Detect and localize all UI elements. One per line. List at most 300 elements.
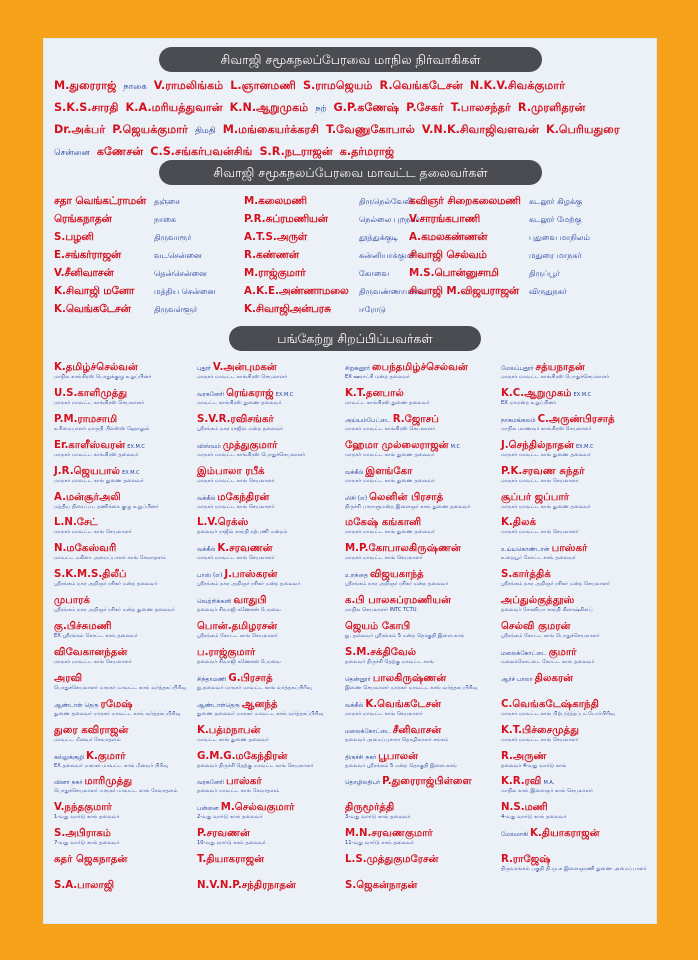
participant-name (501, 801, 548, 814)
participant-name-text: L.N.சேட் (54, 517, 98, 529)
participant-prefix: வக்கீல் (345, 468, 364, 476)
participant-name-text: P.M.ராமசாமி (54, 413, 118, 425)
participant-name (345, 491, 443, 504)
office-bearer-name: R.வெங்கடேசன் (379, 79, 463, 92)
state-row (54, 79, 650, 94)
participant-name (54, 750, 126, 763)
district-leader-name: சிவாஜி M.விஜயராஜன் (409, 285, 519, 297)
participant-name (501, 568, 551, 581)
participant-designation: ஸ்ரீரங்கம் நகர அறிஞர் ரசிகர் மன்ற தலைவர் (54, 581, 158, 588)
participant-designation: இணை செயலாளர் மாநகர் மாவட்ட காங் வர்த்தகப்பிரிவு (345, 684, 478, 691)
participant-name (197, 542, 273, 555)
participant-name-text: V.அன்புமகன் (212, 362, 277, 373)
participant-designation: தலைவர் ராஜீவ் காந்தி நற்பணி மன்றம் (197, 529, 288, 536)
participant-name-text: அப்துல்குத்தூஸ் (501, 595, 575, 607)
participant-name (54, 465, 140, 478)
participant-name-text: ஆனந்த் (241, 698, 278, 710)
participant-name (501, 724, 579, 737)
participant-designation: 3-வது வார்டு காங் தலைவர் (345, 814, 411, 821)
participant-designation: நு.தலைவர் மாநகர் மாவட்ட காங் வர்த்தகப்பிரிவு (197, 684, 312, 691)
participant-designation: மாநகர் மாவட்ட காங் செயலாளர் (54, 529, 132, 536)
office-bearer-name: K.N.ஆறுமுகம் (229, 101, 309, 114)
participant-name (54, 491, 121, 504)
participant-name-text: ரெங்கராஜ் (226, 387, 274, 399)
office-bearer-name: G.P.கணேஷ் (333, 101, 400, 114)
district-name: திருவண்ணாமலை (359, 287, 426, 296)
participant-designation: ஸ்ரீரங்கம் நகர அறிஞர் ரசிகர் மன்ற துணை தலைவர் (54, 607, 175, 614)
participant-name (501, 516, 536, 529)
participant-designation: தலைவர் சிவாஜி கணேசன் பேரவை (197, 658, 281, 665)
participant-name-text: L.S.முத்துகுமரேசன் (345, 854, 439, 866)
participant-name-text: C.அருண்பிரசாத் (537, 413, 615, 425)
district-leader-name: சிவாஜி செல்வம் (409, 249, 487, 261)
district-leader-name: E.சங்கர்ராஜன் (54, 249, 121, 261)
participant-name (54, 801, 112, 814)
participant-prefix: சிறுகனூர் (345, 365, 370, 372)
participant-name (345, 750, 418, 763)
district-leader-name: K.சிவாஜிஅன்பரசு (244, 303, 331, 315)
participant-designation: நு. தலைவர் ஸ்ரீரங்கம் 5 மன்ற தொகுதி இளை.காங் (345, 633, 465, 639)
participant-designation: மாநகர் மாவட்ட காங் செயலாளர் (197, 503, 275, 510)
participant-designation: மலைக்கோட்டை கோட்ட காங் தலைவர் (501, 658, 595, 665)
participant-suffix: EX.M.C (122, 469, 140, 476)
participant-prefix: வினா நகர் (54, 779, 83, 787)
participant-name-text: துரை கவிராஜன் (54, 724, 129, 736)
participant-name (197, 413, 274, 426)
participant-name-text: செல்வி குமரன் (501, 621, 571, 632)
participant-name-text: சத்யநாதன் (535, 362, 585, 373)
participant-name-text: A.மன்சூர்அலி (54, 491, 121, 503)
participant-name-text: P.K.சரவண சுந்தர் (501, 465, 585, 477)
participant-designation: தலைவர் 4-வது வார்டு காங் (501, 762, 567, 769)
participant-prefix: வெற்றிக்கனி (197, 598, 232, 606)
participant-name-text: U.S.காளிமுத்து (54, 387, 128, 399)
participant-name (54, 516, 98, 529)
office-bearer-name: கணேசன் (96, 145, 144, 158)
participant-designation: மாநகர் மாவட்ட காங் துணை தலைவர் (501, 503, 591, 510)
participant-name (345, 413, 439, 426)
participant-suffix: EX.M.C (573, 391, 592, 398)
participant-designation: மாநகர் மாவட்ட காங்கிரஸ் தலைவர் (54, 451, 139, 458)
participant-name (345, 724, 441, 737)
participant-prefix: ஆண்டாள் தெரு (54, 701, 99, 709)
participant-designation: மாநகர் மாவட்ட காங் செயலாளர் (501, 477, 579, 484)
district-leader-name: K.சிவாஜி மனோ (54, 285, 135, 297)
participant-designation: 11-வது வார்டு காங் தலைவர் (345, 840, 414, 847)
participant-name (345, 646, 416, 659)
participant-name (197, 879, 296, 892)
participant-designation: மாநகர் மாவட்ட காங் துணை தலைவர் (54, 477, 144, 484)
participant-name (501, 750, 547, 763)
participant-name (197, 568, 278, 581)
participant-designation: மாநகர் மாவட்ட காங் துணை தலைவர் (345, 477, 435, 484)
participant-prefix: மலைக்கோட்டை (501, 649, 547, 657)
participant-name-text: K.பத்மநாபன் (197, 724, 261, 736)
participant-designation: மாநில காங்கிரஸ் பொதுக்குழு உறுப்பினர் (54, 374, 152, 380)
participant-name (54, 594, 90, 607)
participant-designation: மாநகர் மாவட்ட காங் செயலாளர் (501, 736, 579, 743)
participant-name (501, 853, 551, 866)
participant-designation: 7-வது வார்டு காங் தலைவர் (54, 840, 120, 847)
participant-name (501, 594, 575, 607)
participant-name (345, 620, 410, 633)
district-leader-name: R.கண்ணன் (244, 249, 299, 261)
district-name: திருவள்ளூர் (154, 305, 198, 314)
participant-name-text: R.ஜோசப் (392, 413, 439, 425)
state-row (54, 145, 650, 160)
participant-designation: மாநகர் மாவட்ட காங் செயலாளர் (345, 710, 423, 717)
participant-designation: 4-வது வார்டு காங் தலைவர் (501, 814, 567, 821)
participant-name (501, 620, 571, 633)
participant-designation: ஸ்ரீரங்கம் நகர ராஜிவ் மன்ற தலைவர் (197, 425, 284, 432)
participant-suffix: M.C (450, 443, 461, 450)
participant-designation: மாநில செயலாளர் INTC TCTU (345, 607, 417, 614)
office-bearer-name: M.மங்கையர்க்கரசி (222, 123, 319, 136)
participant-prefix: உய்யகொண்டான் (501, 546, 550, 554)
participant-name (345, 698, 441, 711)
office-bearer-name: S.K.S.சாரதி (54, 101, 119, 114)
participant-name (501, 387, 591, 400)
district-name: வடசென்னை (154, 251, 202, 260)
participant-name (501, 491, 569, 504)
participant-designation: மாநகர் மாவட்ட காங்கிரஸ் செயலாளர் (54, 399, 145, 406)
participant-name-text: அரவி (54, 672, 83, 684)
participant-name (54, 542, 116, 555)
participant-prefix: வக்கீல் (197, 494, 216, 502)
participant-name (501, 413, 615, 426)
participant-prefix: விஸ்வம் (197, 442, 221, 450)
participant-designation: தலைவர் திருச்சி தெற்கு மாவட்ட காங் செயலாளர் (197, 762, 314, 769)
participant-name-text: ரமேஷ் (100, 698, 133, 710)
state-row (54, 123, 650, 138)
participant-name-text: சீனிவாசன் (392, 724, 442, 736)
office-bearer-name: S.ராமஜெயம் (302, 79, 373, 92)
participant-name (501, 542, 587, 555)
participant-name-text: Er.காளீஸ்வரன் (54, 439, 126, 451)
participant-name (345, 879, 417, 892)
participant-name (345, 801, 394, 814)
participant-name (345, 387, 404, 400)
participant-designation: மாநில காங் இளைஞர் காங் செயலாளர் (501, 788, 593, 795)
district-name: கடலூர் மேற்கு (529, 215, 582, 224)
participant-name-text: இம்பாலா ரபீக் (197, 465, 265, 477)
participant-prefix: ஆர்ச் பாலா (501, 675, 533, 683)
participant-name (345, 465, 413, 478)
state-office-bearers-banner: சிவாஜி சமூகநலப்பேரவை மாநில நிர்வாகிகள் (159, 47, 542, 72)
office-bearer-name: P.ஜெயக்குமார் (112, 123, 188, 136)
participant-prefix: தென்னூர் (345, 675, 371, 683)
district-name: தென்சென்னை (154, 269, 207, 278)
participant-prefix: வக்கீல் (197, 546, 216, 554)
participant-name (501, 465, 585, 478)
participant-name (345, 827, 433, 840)
participant-prefix: வரகனேரி (197, 779, 225, 787)
participant-name (197, 516, 248, 529)
participant-name-text: ப.ராஜ்குமார் (197, 646, 256, 658)
participant-designation: EX மாமன்ற உறுப்பினர் (501, 399, 557, 406)
participant-name-text: கு.பிச்சுமணி (54, 621, 112, 632)
participant-designation: 1-வது வார்டு காங் தலைவர் (54, 814, 120, 821)
participant-name-text: M.P.கோபாலகிருஷ்ணன் (345, 543, 461, 555)
participant-name (54, 853, 127, 866)
office-bearer-place: திமதி (194, 126, 216, 136)
district-leaders-banner: சிவாஜி சமூகநலப்பேரவை மாவட்ட தலைவர்கள் (159, 160, 542, 185)
participant-name-text: குமார் (548, 646, 577, 658)
participant-designation: மாநகர் மாவட்ட காங் செயலாளர் (345, 555, 423, 562)
participant-designation: மாவட்ட மீனவர் சேவாதளம் (54, 736, 121, 743)
participant-suffix: EX.M.C (575, 443, 594, 450)
participant-name-text: K.சரவணன் (217, 543, 273, 555)
participant-designation: ஸ்ரீரங்கம் கோட்ட காங் பொதுச்செயலாளர் (501, 633, 600, 639)
participant-name-text: N.மகேஸ்வரி (54, 543, 117, 555)
participant-name (54, 646, 127, 659)
participant-name-text: K.திலக் (501, 517, 537, 529)
district-name: மத்திய சென்னை (154, 287, 216, 296)
participant-name-text: K.R.ரவி (501, 776, 542, 788)
participant-name (54, 698, 133, 711)
office-bearer-name: Dr.அக்பர் (54, 123, 106, 136)
participant-name-text: ஜெயம் கோபி (345, 621, 411, 632)
participant-designation: மாவட்ட காங் துணை தலைவர் (197, 736, 269, 743)
participant-name-text: S.A.பாலாஜி (54, 880, 115, 891)
participant-name (197, 672, 273, 685)
participant-name (54, 439, 145, 452)
participant-name (197, 491, 269, 504)
participant-name (197, 827, 250, 840)
participant-designation: மாவட்ட காங்கிரஸ் துணை தலைவர் (345, 399, 430, 406)
participant-name (345, 853, 439, 866)
participant-name-text: ஹேமா முல்லைராஜன் (345, 439, 449, 451)
participant-name (197, 361, 277, 374)
participant-prefix: உறந்தை (345, 572, 368, 580)
participant-prefix: லிசி (எ) (345, 494, 368, 502)
participant-name (54, 387, 127, 400)
participant-name (501, 439, 594, 452)
office-bearer-place: நற் (315, 104, 327, 114)
participant-name-text: N.S.மணி (501, 802, 548, 814)
participant-prefix: அய்யம்பேட்டை (345, 416, 391, 424)
participant-name (501, 646, 577, 659)
office-bearer-name: P.சேகர் (406, 101, 444, 114)
participant-name (345, 439, 460, 452)
participant-designation: ஸ்ரீரங்கம் நகர அறிஞர் ரசிகர் மன்ற தலைவர் (345, 581, 449, 588)
participant-name-text: G.பிரசாத் (228, 672, 273, 684)
district-name: ஈரோடு (359, 305, 386, 314)
participant-designation: மாநகர் மாவட்ட காங் செயலாளர் (54, 658, 132, 665)
participant-name-text: பூபாலன் (378, 750, 419, 762)
participant-prefix: பாஸ் (எ) (197, 572, 223, 580)
office-bearer-name: K.A.மரியத்துவான் (125, 101, 223, 114)
district-name: விருதுநகர் (529, 287, 567, 296)
participant-name-text: K.குமார் (86, 750, 126, 762)
participant-name (345, 516, 421, 529)
participant-prefix: திருச்சி நகர் (345, 753, 377, 761)
district-name: கோவை (359, 269, 390, 278)
participant-name (197, 594, 267, 607)
district-leader-name: ரெங்கநாதன் (54, 213, 112, 225)
participant-name-text: R.அருண் (501, 750, 547, 762)
district-leader-name: A.கமலகண்ணன் (409, 231, 488, 243)
participant-name-text: S.V.R.ரவிசங்கர் (197, 413, 274, 425)
participant-designation: மாநகர் மாவட்ட காங் துணை தலைவர் (501, 451, 591, 458)
office-bearer-name: M.துரைராஜ் (54, 79, 117, 92)
participant-name (197, 646, 255, 659)
district-leader-name: S.பழனி (54, 231, 94, 243)
participant-name-text: T.தியாகராஜன் (197, 854, 265, 866)
participant-name (345, 672, 446, 685)
participant-designation: மாவட்ட மகிளா அமைப்பாளர் காங் சேவாதளம் (54, 555, 167, 562)
participant-designation: மாநகர் மாவட்ட காங்கிரஸ் செயலாளர் (197, 374, 288, 380)
office-bearer-name: V.N.K.சிவாஜிவளவன் (421, 123, 539, 136)
participant-designation: மாநகர் மாவட்ட காங்கிரஸ் செயலாளர் (345, 425, 436, 432)
participant-name-text: K.வெங்கடேசன் (365, 698, 442, 710)
district-leader-name: கவிஞர் சிறைகலைமணி (409, 195, 521, 207)
office-bearer-name: C.S.சங்கர்பவன்சிங் (150, 145, 253, 158)
district-leader-name: A.K.E.அண்ணாமலை (244, 285, 349, 297)
district-leader-name: V.சாரங்கபாணி (409, 213, 480, 225)
district-name: திருவாரூர் (154, 233, 192, 242)
participant-name-text: K.தமிழ்ச்செல்வன் (54, 362, 138, 373)
poster-panel (43, 38, 657, 924)
participant-name (345, 361, 468, 374)
office-bearer-name: L.ஞானமணி (230, 79, 296, 92)
participant-designation: துணை தலைவர் மாநகர் மாவட்ட காங் வர்த்தகப்பிரிவு (197, 710, 324, 717)
participants-banner: பங்கேற்று சிறப்பிப்பவர்கள் (229, 326, 481, 351)
participant-name-text: மாரிமுத்து (84, 776, 133, 788)
district-leader-name: P.R.சுப்ரமணியன் (244, 213, 328, 225)
participant-name-text: K.T.பிச்சைமுத்து (501, 724, 580, 736)
participant-prefix: புதூர் (197, 365, 211, 372)
participant-designation: தலைவர் அமைப்புசாரா தொழிலாளர் சங்கம் (345, 736, 449, 743)
district-name: திருப்பூர் (529, 269, 560, 278)
participant-designation: மாநில மாணவர் காங்கிரஸ் செயலாளர் (501, 425, 592, 432)
participant-designation: துணை தலைவர் மாநகர் மாவட்ட காங் வர்த்தகப்பிரிவு (54, 710, 181, 717)
participant-name (54, 775, 132, 788)
participant-designation: மாநகர் மாவட்ட காங் செயலாளர் (501, 529, 579, 536)
office-bearer-name: க.தர்மராஜ் (339, 145, 395, 158)
participant-prefix: வக்கீல் (345, 701, 364, 709)
participant-name-text: கதர் ஜெகநாதன் (54, 854, 128, 866)
participant-name (197, 724, 261, 737)
participant-name-text: பாஸ்கர் (551, 543, 588, 555)
participant-suffix: EX.M.C (275, 391, 294, 398)
district-leader-name: K.வெங்கடேசன் (54, 303, 131, 315)
participant-prefix: வரகனேரி (197, 390, 225, 398)
office-bearer-name: N.K.V.சிவக்குமார் (469, 79, 566, 92)
district-name: நாகை (154, 215, 176, 224)
participant-prefix: மலைக்கோட்டை (345, 727, 391, 735)
participant-name (501, 672, 573, 685)
participant-name (501, 698, 599, 711)
participant-name-text: S.M.சக்திவேல் (345, 646, 417, 658)
participant-name (54, 568, 127, 581)
participant-name-text: N.V.N.P.சந்திரநாதன் (197, 880, 296, 891)
participant-prefix: மேலப்புதூர் (501, 365, 534, 372)
participant-prefix: சிந்தாமணி (197, 675, 227, 683)
district-leader-name: V.சீனிவாசன் (54, 267, 114, 279)
district-leader-name: M.ராஜ்குமார் (244, 267, 306, 279)
participant-name (197, 620, 277, 633)
participant-designation: ஸ்ரீரங்கம் நகர அறிஞர் ரசிகர் மன்ற தலைவர் (197, 581, 301, 588)
participant-name (197, 750, 287, 763)
participant-name-text: J.பாஸ்கரன் (224, 569, 278, 581)
participant-name (197, 853, 264, 866)
participant-designation: பொதுச்செயலாளர் மாநகர் மாவட்ட காங் வர்த்தகப்பிரிவு (54, 684, 187, 691)
participant-designation: EX தலைவர் மாநகர் மாவட்ட காங் மீனவர் பிரிவு (54, 762, 169, 769)
participant-name-text: வாதுபி (233, 595, 267, 607)
participant-name-text: S.கார்த்திக் (501, 569, 551, 581)
participant-name-text: M.செல்வகுமார் (220, 802, 295, 814)
participant-name-text: M.N.சரவணகுமார் (345, 828, 433, 840)
participant-name-text: R.ராஜேஷ் (501, 854, 551, 866)
participant-designation: மாநகர் மாவட்ட காங் செயலாளர் (197, 555, 275, 562)
participant-name-text: K.T.தனபால் (345, 387, 404, 399)
participant-name-text: G.M.G.மகேந்திரன் (197, 750, 288, 762)
participant-designation: மாநகர் மாவட்ட காங் துணை தலைவர் (345, 451, 435, 458)
participant-name (501, 775, 554, 788)
participant-name-text: முபாரக் (54, 595, 90, 607)
participant-designation: தலைவர் திருச்சி தெற்கு மாவட்ட காங் (345, 658, 435, 665)
participant-name-text: விஜயகாந்த் (369, 569, 424, 581)
participant-name (345, 568, 424, 581)
participant-name-text: C.வெங்கடேஷ்காந்தி (501, 698, 599, 710)
participant-name-text: J.செந்தில்நாதன் (501, 439, 574, 451)
participant-name-text: பாஸ்கர் (226, 776, 262, 788)
participant-designation: பொதுச்செயலாளர் மாநகர் மாவட்ட காங் சேவாதளம் (54, 788, 178, 795)
participant-designation: 2-வது வார்டு காங் தலைவர் (197, 814, 263, 821)
participant-prefix: நாகமங்கலம் (501, 416, 536, 424)
participant-designation: தலைவர் சோனியா காந்தி கிளாஷ்கிளப் (501, 607, 593, 614)
participant-name (197, 465, 265, 478)
participant-name (197, 698, 278, 711)
district-leader-name: M.S.பொன்னுசாமி (409, 267, 499, 279)
participant-name (345, 542, 461, 555)
participant-name (197, 387, 293, 400)
office-bearer-name: T.பாலசந்தர் (450, 101, 511, 114)
participant-designation: மாநகர் மாவட்ட காங் பிற்படுத்தப்பட்டோர்பிரிவு (501, 710, 615, 717)
participant-designation: மாநகர் மாவட்ட காங்கிரஸ் பொதுச்செயலாளர் (197, 451, 306, 458)
participant-name-text: L.V.ரெக்ஸ் (197, 517, 249, 529)
participant-designation: மாவட்ட காங்கிரஸ் துணை தலைவர் (197, 399, 282, 406)
participant-name-text: J.R.ஜெயபால் (54, 465, 121, 477)
participant-name (54, 672, 82, 685)
participant-designation: EX ஊராட்சி மன்ற தலைவர் (345, 374, 410, 380)
participant-name-text: விவேகானந்தன் (54, 646, 128, 658)
participant-name (197, 775, 262, 788)
participant-name-text: S.ஜெகன்நாதன் (345, 880, 418, 891)
participant-prefix: ஆண்டாள்தெரு (197, 701, 240, 709)
participant-designation: உரிமையாளர் மாருதி பில்ஸ்ஸ் ஹோலுல் (54, 425, 150, 432)
participant-name (197, 439, 277, 452)
office-bearer-name: T.வேணுகோபால் (325, 123, 415, 136)
participant-name (54, 361, 138, 374)
participant-name-text: P.துரைராஜ்பிள்ளை (382, 776, 472, 788)
participant-name (54, 724, 128, 737)
participant-name-text: பாலகிருஷ்ணன் (372, 672, 447, 684)
participant-name (54, 879, 114, 892)
participant-name-text: பொன்.தமிழரசன் (197, 621, 278, 632)
office-bearer-name: S.R.நடராஜன் (259, 145, 333, 158)
participant-suffix: M.A. (543, 780, 555, 787)
participant-designation: ஸ்ரீரங்கம் கோட்ட காங் செயலாளர் (197, 633, 278, 639)
participant-designation: 10-வது வார்டு காங் தலைவர் (197, 840, 266, 847)
district-name: கடலூர் கிழக்கு (529, 197, 583, 206)
participant-prefix: கல்லுக்குழி (54, 753, 85, 761)
district-name: புதுவை மாநிலம் (529, 233, 590, 242)
participant-name (345, 594, 451, 607)
participant-name (54, 413, 117, 426)
participant-name-text: V.நந்தகுமார் (54, 802, 112, 814)
